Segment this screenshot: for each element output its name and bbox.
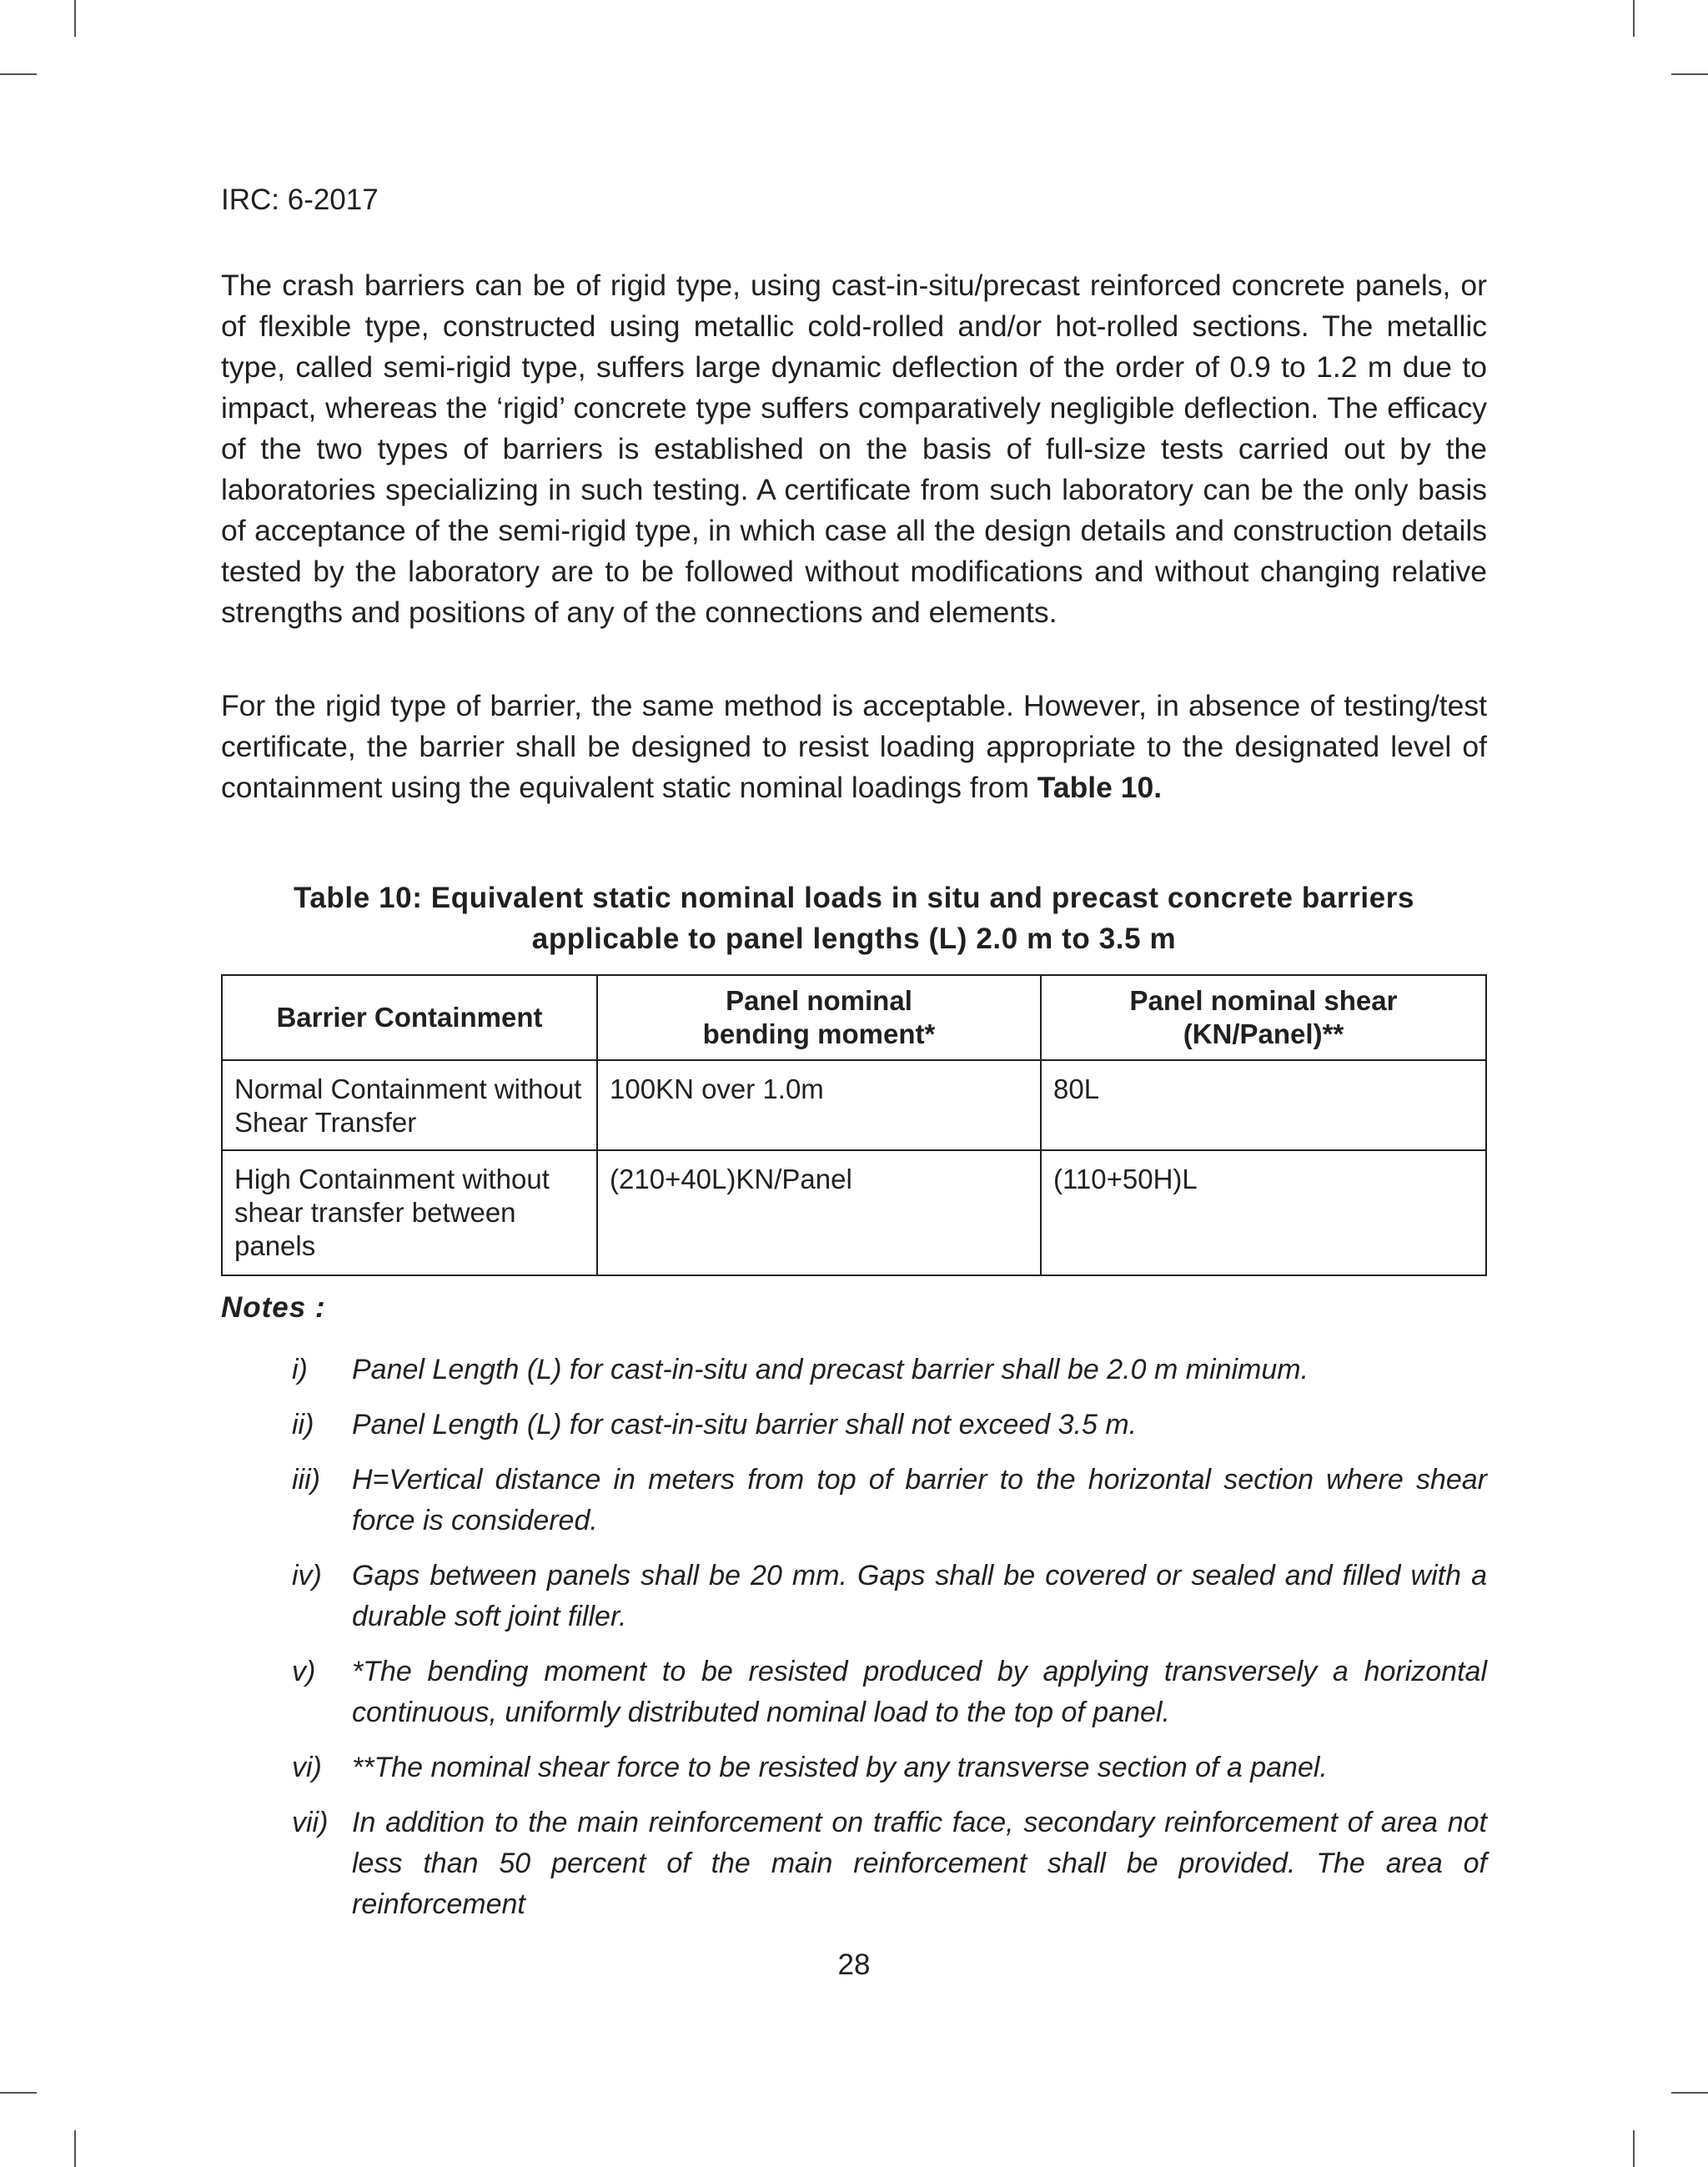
note-item xyxy=(292,1747,1487,1788)
crop-mark xyxy=(74,2130,76,2167)
note-text: H=Vertical distance in meters from top of barrier to the horizontal section where shear force is considered. xyxy=(352,1464,1487,1536)
table-caption-line-2: applicable to panel lengths (L) 2.0 m to 3.5 m xyxy=(531,923,1177,955)
note-item xyxy=(292,1652,1487,1733)
note-number: v) xyxy=(292,1656,316,1687)
cell-moment: 100KN over 1.0m xyxy=(597,1060,1041,1150)
note-number: ii) xyxy=(292,1409,314,1440)
note-number: i) xyxy=(292,1354,308,1385)
cell-containment: Normal Containment without Shear Transfer xyxy=(222,1060,597,1150)
note-item xyxy=(292,1460,1487,1541)
table-caption xyxy=(221,877,1487,959)
crop-mark xyxy=(0,73,37,75)
table-row xyxy=(222,1150,1486,1275)
note-item xyxy=(292,1405,1487,1446)
cell-shear: 80L xyxy=(1041,1060,1486,1150)
note-item xyxy=(292,1802,1487,1925)
note-text: Panel Length (L) for cast-in-situ and precast barrier shall be 2.0 m minimum. xyxy=(352,1354,1309,1385)
paragraph-crash-barrier-types: The crash barriers can be of rigid type, using cast-in-situ/precast reinforced concrete panels, or of flexible type, constructed using metallic cold-rolled and/or hot-rolled sections. The metallic type, called semi-rigid type, suffers large dynamic deflection of the order of 0.9 to 1.2 m due to impact, whereas the ‘rigid’ concrete type suffers comparatively negligible deflection. The efficacy of the two types of barriers is established on the basis of full-size tests carried out by the laboratories specializing in such testing. A certificate from such laboratory can be the only basis of acceptance of the semi-rigid type, in which case all the design details and construction details tested by the laboratory are to be followed without modifications and without changing relative strengths and positions of any of the connections and elements. xyxy=(221,269,1487,629)
equivalent-loads-table xyxy=(221,974,1487,1276)
header-line: Panel nominal xyxy=(726,985,912,1016)
note-text: **The nominal shear force to be resisted by any transverse section of a panel. xyxy=(352,1752,1328,1783)
table-header-row xyxy=(222,975,1486,1060)
crop-mark xyxy=(1671,73,1708,75)
paragraph-rigid-barrier xyxy=(221,686,1487,808)
crop-mark xyxy=(0,2092,37,2094)
table-reference: Table 10. xyxy=(1037,771,1163,804)
cell-containment: High Containment without shear transfer between panels xyxy=(222,1150,597,1275)
crop-mark xyxy=(74,0,76,37)
table-caption-line-1: Table 10: Equivalent static nominal loads in situ and precast concrete barriers xyxy=(293,882,1415,914)
header-barrier-containment: Barrier Containment xyxy=(222,975,597,1060)
note-text: Gaps between panels shall be 20 mm. Gaps shall be covered or sealed and filled with a durable soft joint filler. xyxy=(352,1560,1487,1632)
notes-list xyxy=(292,1350,1487,1939)
cell-shear: (110+50H)L xyxy=(1041,1150,1486,1275)
header-line: (KN/Panel)** xyxy=(1183,1018,1344,1049)
note-text: In addition to the main reinforcement on traffic face, secondary reinforcement of area not less than 50 percent of the main reinforcement shall be provided. The area of reinforcement xyxy=(352,1807,1487,1920)
note-item xyxy=(292,1350,1487,1390)
page-number: 28 xyxy=(837,1948,871,1981)
crop-mark xyxy=(1671,2092,1708,2094)
notes-title: Notes : xyxy=(221,1291,326,1324)
header-bending-moment xyxy=(597,975,1041,1060)
note-text: Panel Length (L) for cast-in-situ barrier shall not exceed 3.5 m. xyxy=(352,1409,1138,1440)
crop-mark xyxy=(1633,2130,1635,2167)
crop-mark xyxy=(1633,0,1635,37)
note-number: iv) xyxy=(292,1560,322,1591)
document-code: IRC: 6-2017 xyxy=(221,184,379,216)
note-number: iii) xyxy=(292,1464,320,1496)
note-number: vi) xyxy=(292,1752,322,1783)
cell-moment: (210+40L)KN/Panel xyxy=(597,1150,1041,1275)
header-line: Panel nominal shear xyxy=(1129,985,1398,1016)
header-line: bending moment* xyxy=(702,1018,936,1049)
table-row xyxy=(222,1060,1486,1150)
note-item xyxy=(292,1556,1487,1637)
header-shear xyxy=(1041,975,1486,1060)
paragraph-text: For the rigid type of barrier, the same method is acceptable. However, in absence of testing/test certificate, the barrier shall be designed to resist loading appropriate to the designated level of containment using the equivalent static nominal loadings from xyxy=(221,689,1487,804)
note-number: vii) xyxy=(292,1807,329,1838)
note-text: *The bending moment to be resisted produced by applying transversely a horizontal continuous, uniformly distributed nominal load to the top of panel. xyxy=(352,1656,1487,1728)
